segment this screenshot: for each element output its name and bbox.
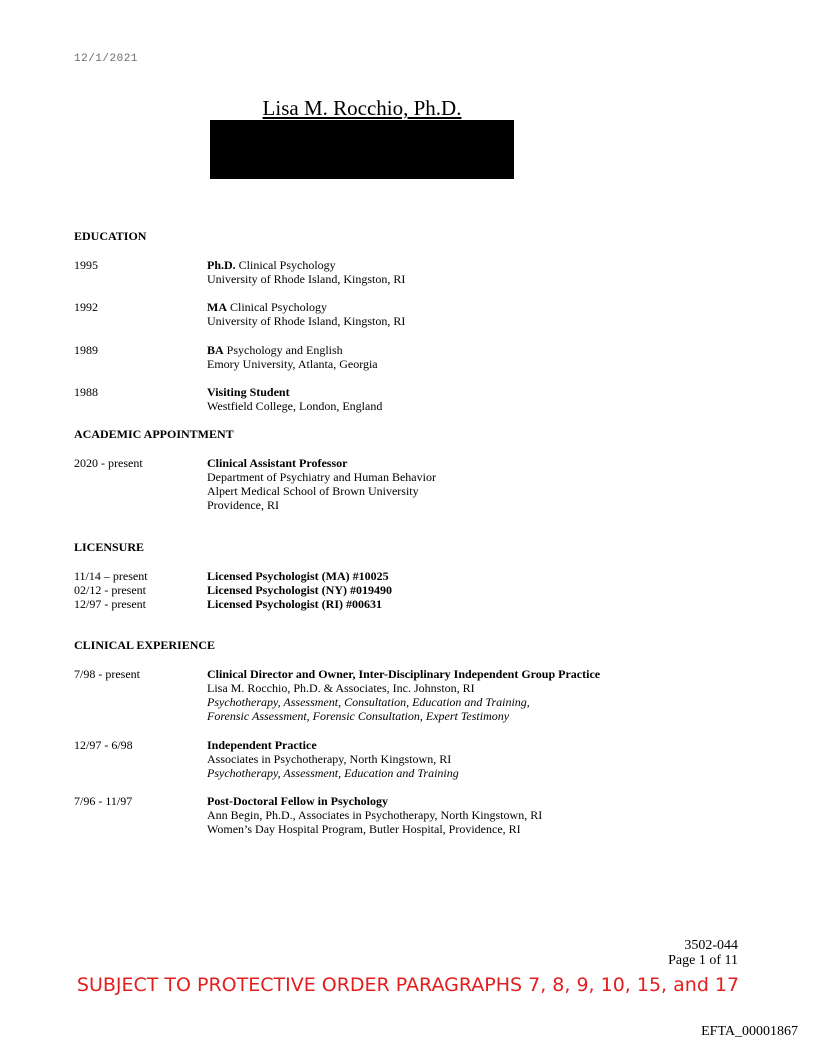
education-degree: Ph.D.: [207, 258, 236, 272]
education-year: 1988: [74, 385, 98, 399]
redaction-block: [210, 120, 514, 179]
education-degree: BA: [207, 343, 224, 357]
license-name: Licensed Psychologist (MA) #10025: [207, 569, 389, 583]
document-date: 12/1/2021: [74, 53, 138, 65]
clinical-title: Post-Doctoral Fellow in Psychology: [207, 794, 388, 808]
clinical-services: Psychotherapy, Assessment, Consultation, Education and Training,: [207, 695, 530, 709]
page-number: Page 1 of 11: [668, 953, 738, 968]
clinical-title: Independent Practice: [207, 738, 317, 752]
academic-dates: 2020 - present: [74, 456, 143, 470]
clinical-line: Associates in Psychotherapy, North Kingstown, RI: [207, 752, 452, 766]
education-school: Westfield College, London, England: [207, 399, 383, 413]
education-field: Clinical Psychology: [235, 258, 336, 272]
clinical-services: Psychotherapy, Assessment, Education and Training: [207, 766, 459, 780]
education-field: Clinical Psychology: [227, 300, 327, 314]
academic-line: Alpert Medical School of Brown University: [207, 484, 419, 498]
education-school: University of Rhode Island, Kingston, RI: [207, 314, 406, 328]
license-dates: 02/12 - present: [74, 583, 146, 597]
education-degree: MA: [207, 300, 227, 314]
clinical-dates: 12/97 - 6/98: [74, 738, 133, 752]
clinical-dates: 7/98 - present: [74, 667, 140, 681]
education-year: 1989: [74, 343, 98, 357]
clinical-line: Ann Begin, Ph.D., Associates in Psychotherapy, North Kingstown, RI: [207, 808, 543, 822]
license-dates: 12/97 - present: [74, 597, 146, 611]
academic-heading: ACADEMIC APPOINTMENT: [74, 427, 234, 441]
education-field: Psychology and English: [223, 343, 343, 357]
license-dates: 11/14 – present: [74, 569, 148, 583]
academic-line: Providence, RI: [207, 498, 279, 512]
clinical-title: Clinical Director and Owner, Inter-Disciplinary Independent Group Practice: [207, 667, 601, 681]
education-year: 1992: [74, 300, 98, 314]
clinical-heading: CLINICAL EXPERIENCE: [74, 638, 216, 652]
academic-title: Clinical Assistant Professor: [207, 456, 348, 470]
education-school: University of Rhode Island, Kingston, RI: [207, 272, 406, 286]
education-degree: Visiting Student: [207, 385, 290, 399]
license-name: Licensed Psychologist (NY) #019490: [207, 583, 392, 597]
cv-name-heading: Lisa M. Rocchio, Ph.D.: [262, 96, 462, 120]
academic-line: Department of Psychiatry and Human Behavior: [207, 470, 436, 484]
clinical-dates: 7/96 - 11/97: [74, 794, 133, 808]
license-name: Licensed Psychologist (RI) #00631: [207, 597, 382, 611]
education-year: 1995: [74, 258, 98, 272]
protective-order-notice: SUBJECT TO PROTECTIVE ORDER PARAGRAPHS 7, 8, 9, 10, 15, and 17: [76, 974, 740, 996]
document-code: 3502-044: [684, 938, 738, 953]
clinical-line: Lisa M. Rocchio, Ph.D. & Associates, Inc. Johnston, RI: [207, 681, 475, 695]
clinical-services: Forensic Assessment, Forensic Consultation, Expert Testimony: [207, 709, 510, 723]
licensure-heading: LICENSURE: [74, 540, 145, 554]
bates-number: EFTA_00001867: [701, 1024, 798, 1039]
clinical-line: Women’s Day Hospital Program, Butler Hospital, Providence, RI: [207, 822, 521, 836]
education-heading: EDUCATION: [74, 229, 147, 243]
education-school: Emory University, Atlanta, Georgia: [207, 357, 378, 371]
